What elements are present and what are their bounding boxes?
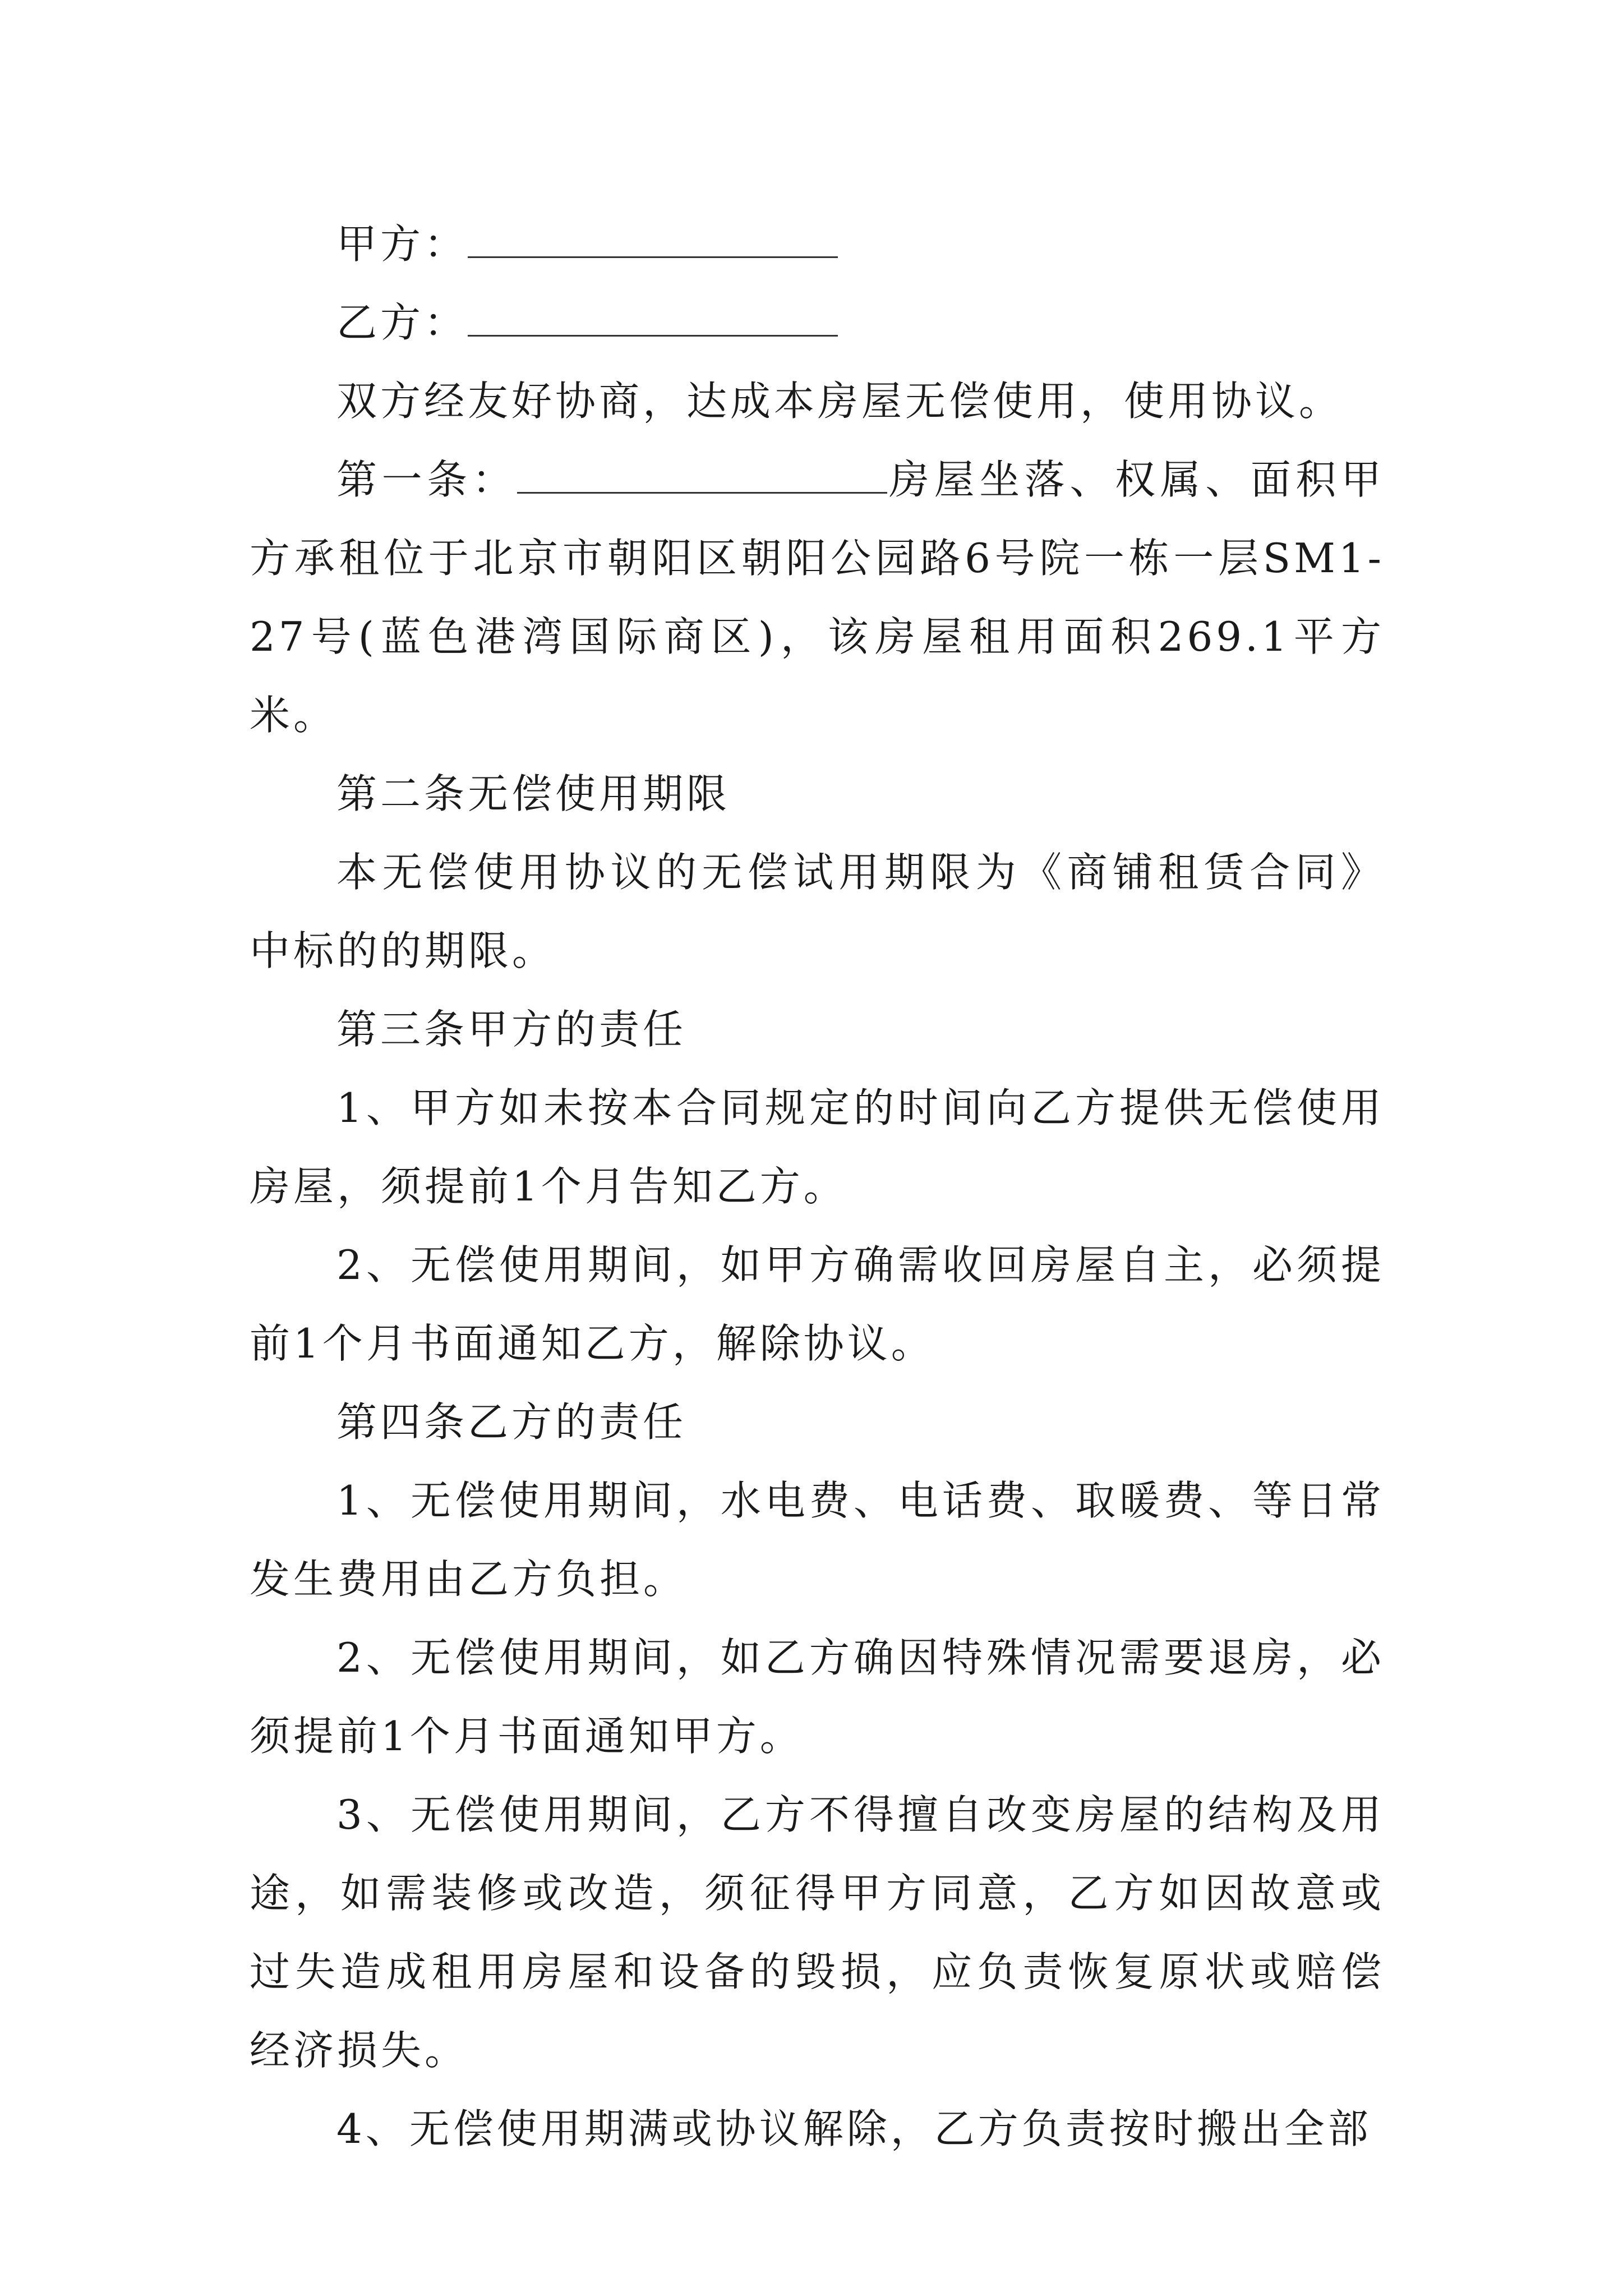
article-4-title: 第四条乙方的责任 — [336, 1398, 687, 1446]
article-1-paragraph — [250, 440, 1385, 754]
article-4-item: 4、无偿使用期满或协议解除，乙方负责按时搬出全部 — [336, 2105, 1372, 2152]
party-a-label: 甲方： — [336, 220, 468, 268]
intro-paragraph: 双方经友好协商，达成本房屋无偿使用，使用协议。 — [336, 378, 1343, 425]
article-3-title: 第三条甲方的责任 — [336, 1006, 687, 1053]
party-b-line — [250, 283, 1385, 362]
article-2-title: 第二条无偿使用期限 — [336, 770, 731, 817]
article-1-blank — [517, 491, 887, 494]
article-1-label: 第一条： — [336, 456, 518, 503]
party-a-blank — [468, 256, 838, 258]
article-3-item: 2、无偿使用期间，如甲方确需收回房屋自主，必须提前1个月书面通知乙方，解除协议。 — [250, 1241, 1385, 1367]
agreement-body — [250, 205, 1385, 2168]
article-4-item: 2、无偿使用期间，如乙方确因特殊情况需要退房，必须提前1个月书面通知甲方。 — [250, 1634, 1385, 1760]
party-b-blank — [468, 334, 838, 337]
article-3-item: 1、甲方如未按本合同规定的时间向乙方提供无偿使用房屋，须提前1个月告知乙方。 — [250, 1084, 1385, 1210]
article-1-text: 房屋坐落、权属、面积甲方承租位于北京市朝阳区朝阳公园路6号院一栋一层SM1-27号(蓝色港湾国际商区)，该房屋租用面积269.1平方米。 — [250, 456, 1385, 739]
article-4-item: 1、无偿使用期间，水电费、电话费、取暖费、等日常发生费用由乙方负担。 — [250, 1477, 1385, 1603]
party-a-line — [250, 205, 1385, 283]
article-2-text: 本无偿使用协议的无偿试用期限为《商铺租赁合同》中标的的期限。 — [250, 849, 1385, 974]
article-4-item: 3、无偿使用期间，乙方不得擅自改变房屋的结构及用途，如需装修或改造，须征得甲方同意，乙方如因故意或过失造成租用房屋和设备的毁损，应负责恢复原状或赔偿经济损失。 — [250, 1791, 1385, 2074]
party-b-label: 乙方： — [336, 299, 468, 346]
